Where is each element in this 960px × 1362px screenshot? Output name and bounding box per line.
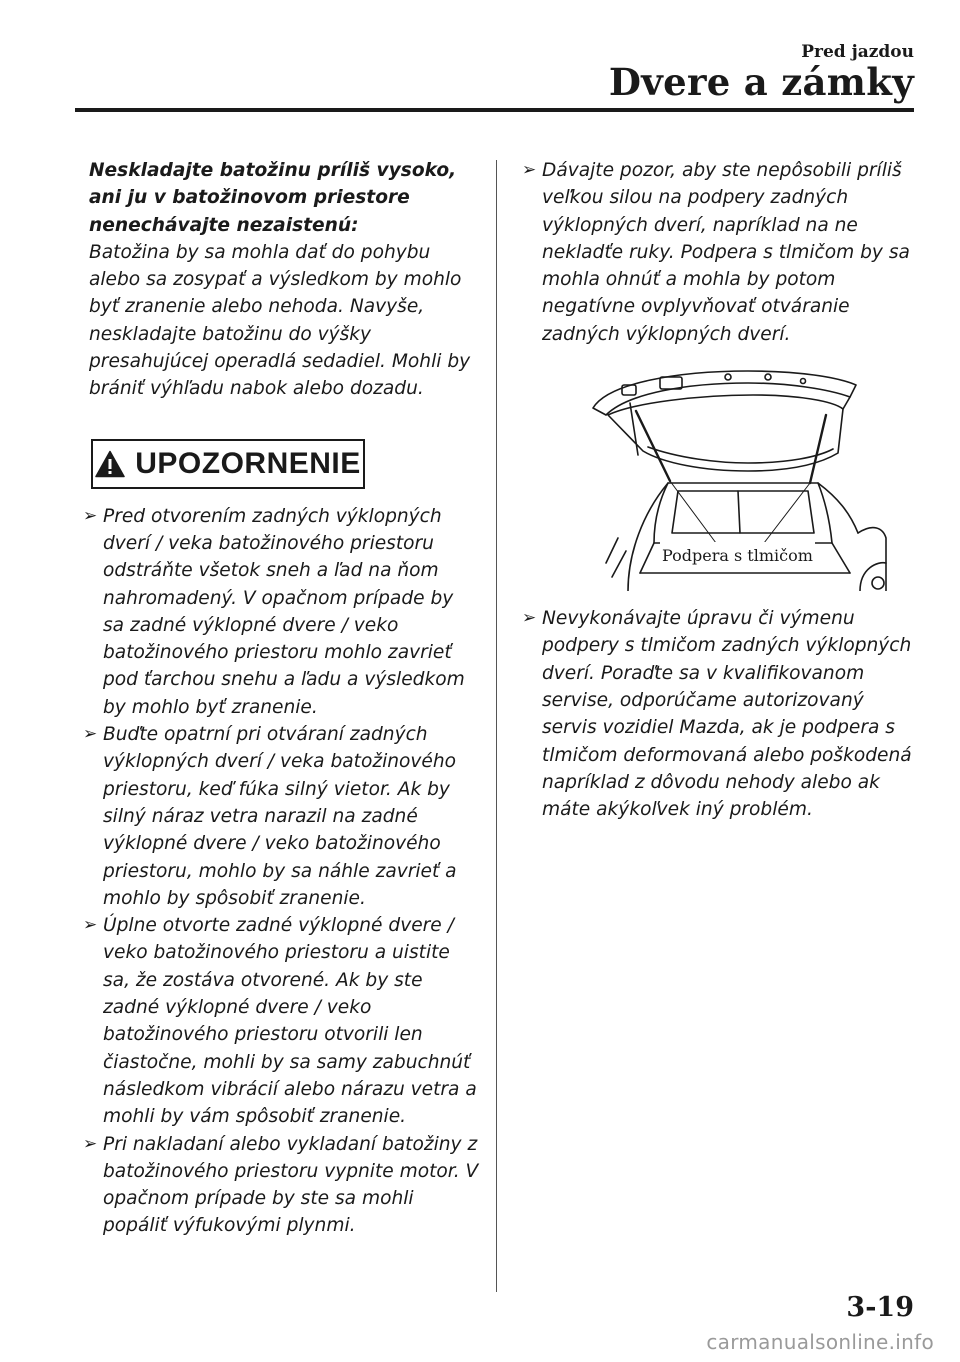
right-column (522, 157, 918, 823)
bullet-arrow-icon: ➢ (522, 608, 537, 629)
bullet-arrow-icon: ➢ (83, 915, 98, 936)
column-divider (496, 160, 497, 1292)
section-heading: Pred jazdou (801, 42, 914, 62)
caution-box (91, 439, 365, 489)
bullet-arrow-icon: ➢ (83, 724, 98, 745)
list-item: ➢ Pri nakladaní alebo vykladaní batožiny z batožinového priestoru vypnite motor. V opačnom prípade by ste sa mohli popáliť výfukovými plynmi. (89, 1131, 479, 1240)
list-item: ➢ Pred otvorením zadných výklopných dverí / veka batožinového priestoru odstráňte všetok sneh a ľad na ňom nahromadený. V opačnom prípade by sa zadné výklopné dvere / veko batožinového priestoru mohlo zavrieť pod ťarchou snehu a ľadu a výsledkom by mohlo byť zranenie. (89, 503, 479, 721)
lead-body-text: Batožina by sa mohla dať do pohybu alebo sa zosypať a výsledkom by mohlo byť zranenie alebo nehoda. Navyše, neskladajte batožinu do výšky presahujúcej operadlá sedadiel. Mohli by brániť výhľadu nabok alebo dozadu. (89, 241, 471, 400)
list-item: ➢ Úplne otvorte zadné výklopné dvere / veko batožinového priestoru a uistite sa, že zostáva otvorené. Ak by ste zadné výklopné dvere / veko batožinového priestoru otvorili len čiastočne, mohli by sa samy zabuchnúť následkom vibrácií alebo nárazu vetra a mohli by vám spôsobiť zranenie. (89, 912, 479, 1130)
right-list-bottom (522, 605, 918, 823)
left-column (83, 157, 479, 1240)
lead-paragraph (89, 157, 479, 403)
right-list-top (522, 157, 918, 348)
bullet-arrow-icon: ➢ (522, 160, 537, 180)
page-title: Dvere a zámky (608, 60, 914, 104)
list-item: ➢ Nevykonávajte úpravu či výmenu podpery s tlmičom zadných výklopných dverí. Poraďte sa v kvalifikovanom servise, odporúčame autorizovaný servis vozidiel Mazda, ak je podpera s tlmičom deformovaná alebo poškodená napríklad z dôvodu nehody alebo ak máte akýkoľvek iný problém. (528, 605, 918, 823)
header-divider (75, 108, 914, 112)
tailgate-strut-illustration (588, 363, 888, 591)
bullet-arrow-icon: ➢ (83, 1133, 98, 1154)
figure-caption: Podpera s tlmičom (660, 542, 815, 569)
list-item: ➢ Dávajte pozor, aby ste nepôsobili príliš veľkou silou na podpery zadných výklopných dverí, napríklad na ne nekladťe ruky. Podpera s tlmičom by sa mohla ohnúť a mohla by potom negatívne ovplyvňovať otváranie zadných výklopných dverí. (528, 157, 918, 348)
caution-label: UPOZORNENIE (135, 447, 361, 481)
warning-triangle-icon (95, 450, 125, 478)
lead-bold-text: Neskladajte batožinu príliš vysoko, ani ju v batožinovom priestore nenechávajte nezaistenú: (89, 160, 457, 236)
caution-list (83, 503, 479, 1240)
bullet-arrow-icon: ➢ (83, 505, 98, 526)
watermark: carmanualsonline.info (706, 1330, 934, 1354)
page-number: 3-19 (846, 1292, 914, 1323)
list-item: ➢ Buďte opatrní pri otváraní zadných výklopných dverí / veka batožinového priestoru, keď fúka silný vietor. Ak by silný náraz vetra narazil na zadné výklopné dvere / veko batožinového priestoru, mohlo by sa náhle zavrieť a mohlo by spôsobiť zranenie. (89, 721, 479, 912)
